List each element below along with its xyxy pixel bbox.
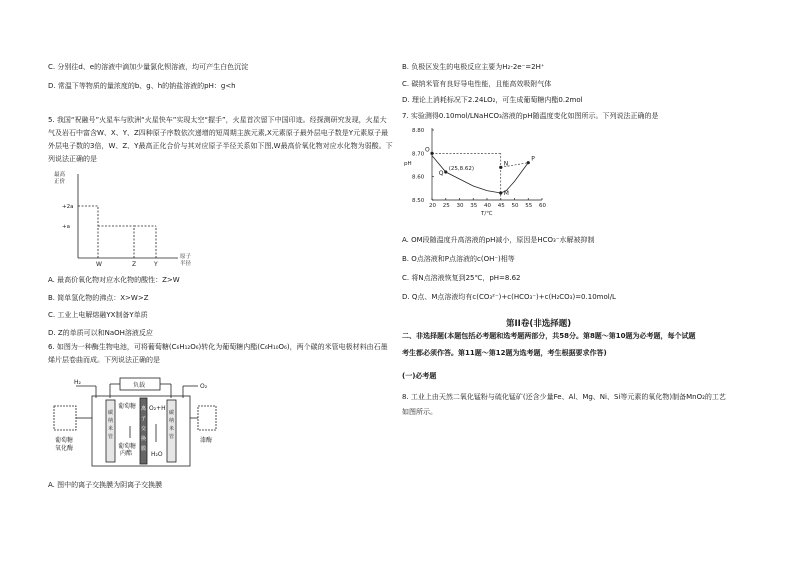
left-tube-c2: 纳: [108, 418, 114, 424]
x-tick-label: 35: [470, 203, 478, 209]
q6-option-d: D. 理论上消耗标况下2.24LO₂，可生成葡萄糖内酯0.2mol: [402, 96, 583, 104]
point-label-O: O: [425, 146, 430, 154]
membrane-c4: 换: [141, 436, 147, 442]
o2-h-label: O₂+H: [149, 405, 166, 412]
x-label-W: W: [96, 261, 102, 268]
q5-option-b: B. 简单氢化物的沸点：X>W>Z: [48, 294, 149, 302]
left-outer-label-1: 葡萄糖: [55, 437, 74, 444]
x-axis-label: 原子: [180, 254, 192, 260]
y-tick-label: 8.50: [412, 198, 425, 204]
right-tube-c2: 纳: [169, 418, 175, 424]
membrane-c1: 离: [141, 406, 147, 412]
y-tick-label: 8.80: [412, 128, 425, 134]
q4-option-c: C. 分别往d、e的溶液中滴加少量氯化钡溶液，均可产生白色沉淀: [48, 63, 249, 71]
ph-curve: [432, 156, 528, 193]
left-enzyme-box: [54, 406, 76, 430]
point-N: [499, 166, 502, 169]
left-outer-label-2: 氧化酶: [55, 445, 74, 452]
q4-option-d: D. 常温下等物质的量浓度的b、g、h的钠盐溶液的pH：g<h: [48, 82, 236, 90]
x-axis-label: 半径: [180, 261, 192, 267]
left-tube-c4: 管: [108, 434, 114, 440]
y-tick-label: +a: [62, 224, 70, 230]
y-axis-label: 正价: [54, 179, 66, 185]
point-label-P: P: [531, 155, 535, 163]
x-tick-label: 40: [484, 203, 491, 209]
h2o-label: H₂O: [151, 451, 163, 458]
part2-intro-line1: 二、非选择题(本题包括必考题和选考题两部分，共58分。第8题～第10题为必考题，每个试题: [402, 332, 696, 340]
point-Q: [444, 170, 447, 173]
right-outer-label: 漆酶: [200, 437, 213, 444]
part2-title: 第II卷(非选择题): [506, 319, 572, 329]
x-tick-label: 20: [429, 203, 436, 209]
q6-stem: 6. 如图为一种酶生物电池，可将葡萄糖(C₆H₁₂O₆)转化为葡萄糖内酯(C₆H₁₀O₆)，两个碳的米管电极材料由石墨烯片层卷曲而成。下列说法正确的是: [48, 343, 388, 364]
x-label-Y: Y: [154, 261, 158, 268]
q6-option-c: C. 碳纳米管有良好导电性能，且能高效吸附气体: [402, 80, 552, 88]
x-axis-title: T/℃: [481, 211, 493, 217]
lactone-label-1: 葡萄糖: [118, 443, 137, 450]
lactone-label-2: 内酯: [120, 450, 133, 457]
required-section-label: (一)必考题: [402, 372, 437, 380]
q5-valence-radius-figure: [48, 168, 208, 278]
right-tube-c1: 碳: [169, 410, 175, 416]
right-tube-c3: 米: [169, 426, 175, 432]
point-label-M: M: [503, 190, 509, 197]
y-axis-title: pH: [404, 161, 412, 167]
q8-stem-line1: 8. 工业上由天然二氧化锰粉与硫化锰矿(还含少量Fe、Al、Mg、Ni、Si等元素的氧化物)制备MnO₂的工艺: [402, 393, 726, 401]
x-tick-label: 55: [525, 203, 533, 209]
part2-intro-line2: 考生都必须作答。第11题～第12题为选考题，考生根据要求作答): [402, 349, 607, 357]
left-tube-c3: 米: [108, 426, 114, 432]
point-P: [527, 161, 530, 164]
q7-option-d: D. Q点、M点溶液均有c(CO₃²⁻)+c(HCO₃⁻)+c(H₂CO₃)=0.10mol/L: [402, 293, 616, 301]
x-tick-label: 30: [456, 203, 464, 209]
point-annotation: (25,8.62): [448, 166, 475, 172]
glucose-label: 葡萄糖: [118, 403, 137, 410]
q7-option-a: A. OM段随温度升高溶液的pH减小，原因是HCO₃⁻水解被抑制: [402, 236, 595, 244]
x-tick-label: 45: [497, 203, 505, 209]
load-label: 负载: [133, 382, 146, 389]
o2-label: O₂: [200, 383, 208, 390]
right-enzyme-box: [198, 406, 216, 430]
membrane-c5: 膜: [141, 446, 147, 452]
q8-stem-line2: 如图所示。: [402, 408, 437, 416]
q7-ph-temperature-chart: [402, 122, 552, 222]
point-M: [499, 191, 502, 194]
q5-option-a: A. 最高价氧化物对应水化物的酸性：Z>W: [48, 276, 180, 284]
y-axis-label: 最高: [54, 172, 66, 178]
y-tick-label: +2a: [62, 204, 74, 210]
q5-option-c: C. 工业上电解熔融YX制备Y单质: [48, 311, 148, 319]
x-label-Z: Z: [132, 261, 137, 268]
h2-label: H₂: [74, 379, 81, 386]
x-tick-label: 50: [511, 203, 519, 209]
right-tube-c4: 管: [169, 434, 175, 440]
y-tick-label: 8.70: [412, 151, 425, 158]
q7-option-b: B. O点溶液和P点溶液的c(OH⁻)相等: [402, 255, 515, 263]
point-label-N: N: [503, 160, 509, 168]
point-O: [430, 152, 433, 155]
q7-stem: 7. 实验测得0.10mol/LNaHCO₃溶液的pH随温度变化如图所示。下列说法正确的是: [402, 112, 659, 120]
q6-option-b: B. 负极区发生的电极反应主要为H₂-2e⁻=2H⁺: [402, 63, 545, 71]
x-tick-label: 25: [442, 203, 450, 209]
q5-option-d: D. Z的单质可以和NaOH溶液反应: [48, 329, 153, 337]
q5-stem: 5. 我国“祝融号”火星车与欧洲“火星快车”实现太空“握手”，火星首次留下中国印迹。经探测研究发现，火星大气及岩石中富含W、X、Y、Z四种原子序数依次递增的短周期主族元素,X元素原子最外层电子数是Y元素原子最外层电子数的3倍，W、Z、Y最高正化合价与其对应原子半径关系如下图,W最高价氧化物对应水化物为弱酸。下列说法正确的是: [48, 116, 393, 163]
y-tick-label: 8.60: [412, 174, 425, 181]
point-label-Q: Q: [438, 170, 444, 177]
x-tick-label: 60: [539, 203, 546, 209]
membrane-c3: 交: [141, 426, 147, 432]
left-tube-c1: 碳: [108, 410, 114, 416]
q6-option-a: A. 图中的离子交换膜为阴离子交换膜: [48, 481, 163, 489]
q6-biofuel-cell-figure: [48, 374, 218, 474]
membrane-c2: 子: [141, 416, 147, 422]
q7-option-c: C. 将N点溶液恢复到25℃，pH=8.62: [402, 274, 521, 282]
